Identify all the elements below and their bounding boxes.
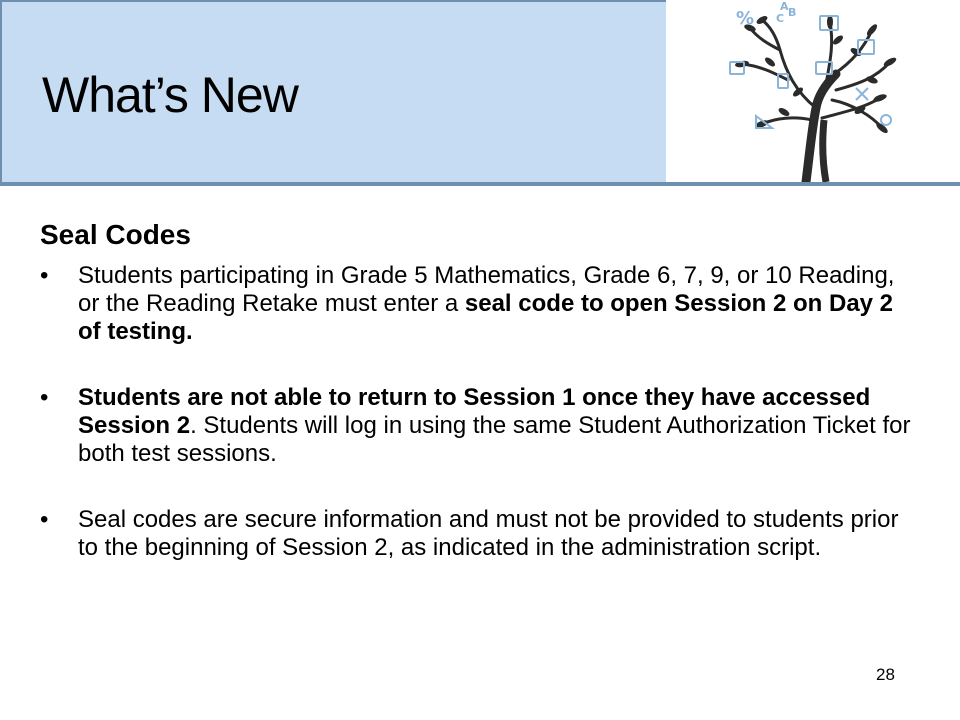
bullet-text <box>78 384 910 467</box>
page-title: What’s New <box>42 67 298 123</box>
education-tree-icon <box>676 0 960 182</box>
title-banner <box>0 0 666 184</box>
bullet-list <box>40 262 920 562</box>
bullet-text <box>78 262 894 345</box>
bullet-text-segment: Students participating in Grade 5 Mathematics, Grade 6, 7, 9, or 10 Reading, or the Reading Retake must enter a <box>78 261 895 317</box>
bullet-item <box>40 262 920 346</box>
svg-text:C: C <box>776 12 785 25</box>
bullet-marker: • <box>40 505 49 533</box>
bullet-marker: • <box>40 383 49 411</box>
section-heading: Seal Codes <box>40 219 191 250</box>
svg-text:A: A <box>780 0 789 13</box>
svg-text:%: % <box>736 8 755 29</box>
bullet-text-bold-segment: Students are not able to return to Session 1 once they have accessed Session 2 <box>78 383 871 439</box>
bullet-item <box>40 384 920 468</box>
bullet-text <box>78 506 898 561</box>
page-number: 28 <box>876 665 895 684</box>
bullet-text-bold-segment: seal code to open Session 2 on Day 2 of testing. <box>78 289 894 345</box>
header-rule <box>0 182 960 186</box>
bullet-item <box>40 506 920 562</box>
svg-text:B: B <box>788 6 797 19</box>
bullet-marker: • <box>40 261 49 289</box>
slide-body <box>40 218 920 600</box>
bullet-text-segment: . Students will log in using the same Student Authorization Ticket for both test sessions. <box>78 411 911 467</box>
bullet-text-segment: Seal codes are secure information and must not be provided to students prior to the beginning of Session 2, as indicated in the administration script. <box>78 505 899 561</box>
